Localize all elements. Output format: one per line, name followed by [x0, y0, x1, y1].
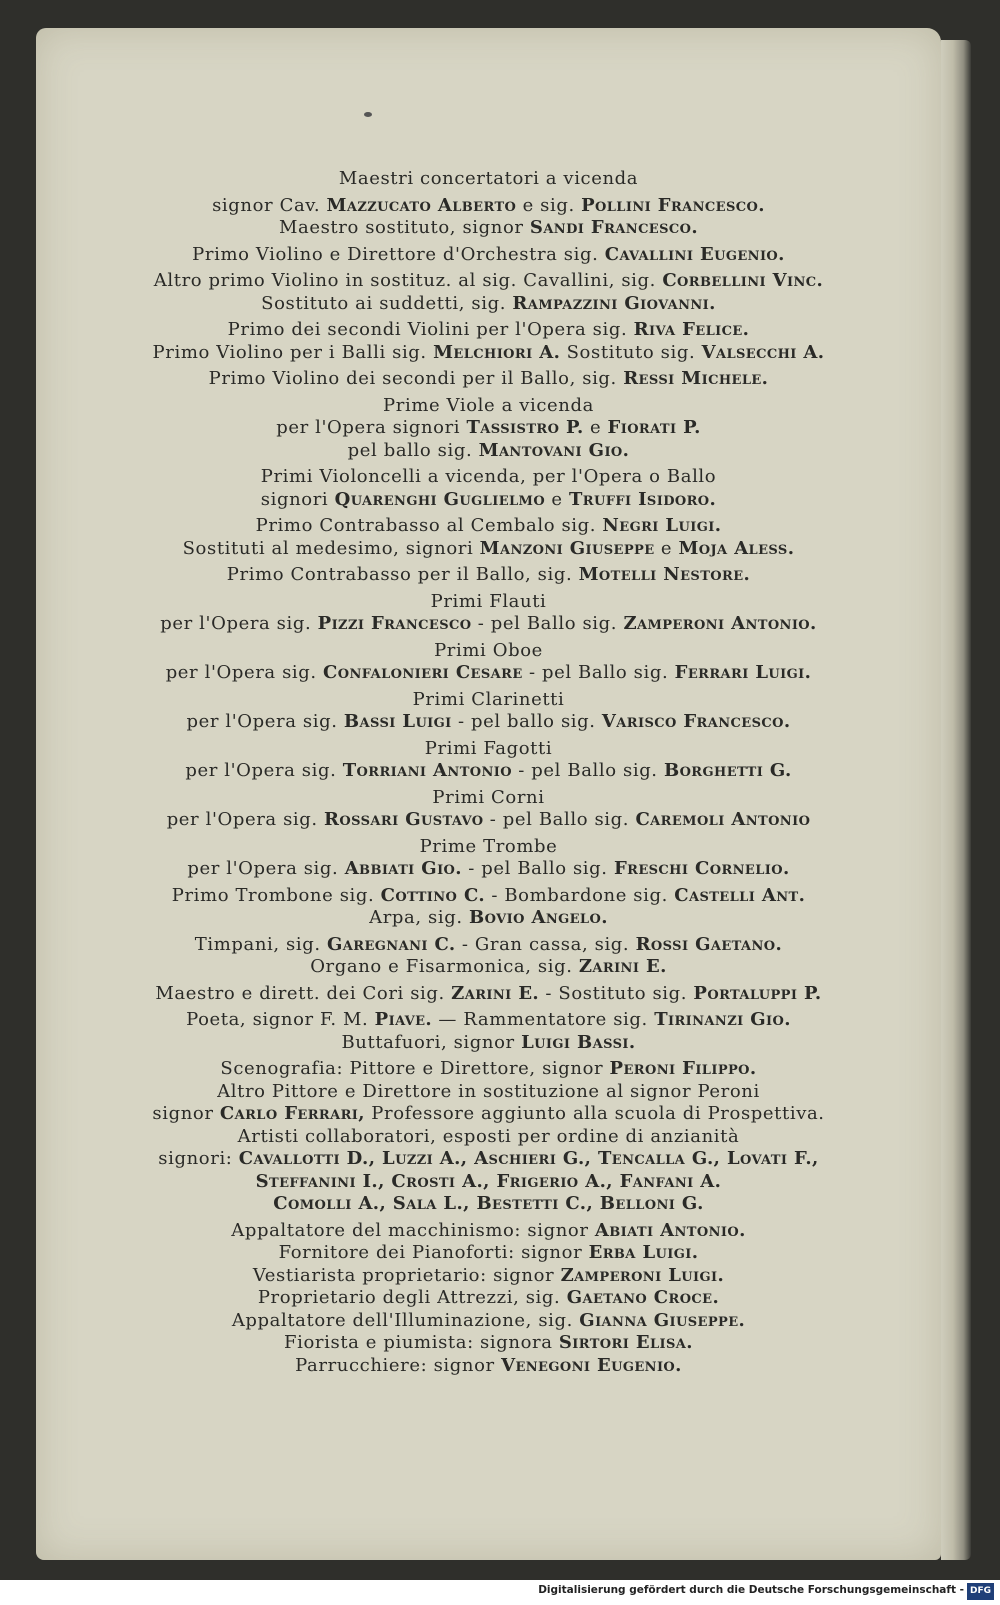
name-text: Zarini E.	[451, 982, 540, 1004]
ink-spot	[364, 112, 372, 117]
name-text: Piave.	[374, 1009, 433, 1030]
name-text: Pizzi Francesco	[317, 613, 472, 634]
name-text: Abbiati Gio.	[344, 858, 462, 879]
text-line	[36, 1193, 941, 1216]
role-text: Primi Violoncelli a vicenda, per l'Opera o Ballo	[260, 466, 717, 487]
role-text: per l'Opera sig.	[187, 858, 345, 879]
role-text: - pel ballo sig.	[451, 711, 602, 732]
footer-text: Digitalisierung gefördert durch die Deutsche Forschungsgemeinschaft -	[538, 1584, 964, 1596]
name-text: Tassistro P.	[466, 417, 584, 438]
name-text: Garegnani C.	[327, 933, 456, 955]
name-text: Manzoni Giuseppe	[479, 537, 655, 559]
text-line	[36, 244, 941, 267]
name-text: Moja Aless.	[678, 537, 795, 559]
role-text: Professore aggiunto alla scuola di Prospettiva.	[364, 1103, 825, 1124]
name-text: Caremoli Antonio	[635, 809, 811, 830]
name-text: Steffanini I., Crosti A., Frigerio A., Fanfani A.	[255, 1170, 722, 1192]
role-text: Prime Viole a vicenda	[383, 394, 594, 416]
name-text: Zamperoni Luigi.	[560, 1264, 725, 1286]
role-text: Primi Oboe	[434, 639, 543, 661]
role-text: Vestiarista proprietario: signor	[252, 1264, 561, 1286]
name-text: Venegoni Eugenio.	[501, 1354, 682, 1376]
name-text: Mantovani Gio.	[478, 439, 630, 461]
role-text: Primo Violino e Direttore d'Orchestra sig.	[192, 243, 605, 265]
role-text: e sig.	[516, 194, 582, 216]
text-line	[36, 907, 941, 930]
text-line	[36, 270, 941, 293]
name-text: Gianna Giuseppe.	[579, 1309, 746, 1331]
page-text	[36, 168, 941, 1377]
text-line	[36, 368, 941, 391]
text-line	[36, 1103, 941, 1126]
role-text: Maestro sostituto, signor	[278, 217, 530, 238]
role-text: Primi Clarinetti	[412, 688, 565, 710]
text-line	[36, 440, 941, 463]
text-line	[36, 1220, 941, 1243]
text-line	[36, 956, 941, 979]
footer-bar	[0, 1580, 1000, 1605]
name-text: Freschi Cornelio.	[613, 858, 790, 879]
role-text: Maestri concertatori a vicenda	[338, 168, 639, 189]
text-line	[36, 564, 941, 587]
text-line	[36, 1242, 941, 1265]
name-text: Motelli Nestore.	[578, 564, 751, 585]
text-line	[36, 836, 941, 859]
text-line	[36, 342, 941, 365]
text-line	[36, 613, 941, 636]
text-line	[36, 217, 941, 240]
name-text: Bovio Angelo.	[469, 907, 608, 928]
text-line	[36, 1009, 941, 1032]
text-line	[36, 858, 941, 881]
text-line	[36, 417, 941, 440]
role-text: Primo Violino dei secondi per il Ballo, sig.	[208, 368, 624, 389]
text-line	[36, 689, 941, 712]
role-text: per l'Opera sig.	[165, 662, 324, 683]
text-line	[36, 1287, 941, 1310]
name-text: Rossi Gaetano.	[635, 933, 783, 955]
text-line	[36, 809, 941, 832]
name-text: Comolli A., Sala L., Bestetti C., Belloni G.	[273, 1193, 704, 1214]
name-text: Castelli Ant.	[674, 884, 806, 906]
name-text: Rossari Gustavo	[324, 809, 484, 830]
role-text: Sostituto sig.	[560, 341, 702, 363]
role-text: Parrucchiere: signor	[295, 1354, 502, 1376]
text-line	[36, 662, 941, 685]
role-text: Fornitore dei Pianoforti: signor	[278, 1242, 589, 1263]
name-text: Melchiori A.	[433, 341, 561, 363]
role-text: - Sostituto sig.	[539, 982, 694, 1004]
name-text: Sandi Francesco.	[529, 217, 699, 238]
role-text: Sostituto ai suddetti, sig.	[261, 292, 513, 314]
text-line	[36, 1171, 941, 1194]
text-line	[36, 515, 941, 538]
text-line	[36, 1148, 941, 1171]
text-line	[36, 885, 941, 908]
role-text: Timpani, sig.	[194, 933, 328, 955]
role-text: Sostituti al medesimo, signori	[182, 537, 480, 559]
role-text: e	[545, 488, 569, 510]
role-text: - Bombardone sig.	[485, 884, 675, 906]
text-line	[36, 640, 941, 663]
name-text: Zamperoni Antonio.	[623, 613, 817, 634]
role-text: per l'Opera signori	[276, 417, 467, 438]
text-line	[36, 1355, 941, 1378]
role-text: Arpa, sig.	[369, 907, 469, 928]
text-line	[36, 168, 941, 191]
role-text: - pel Ballo sig.	[483, 809, 636, 830]
text-line	[36, 1058, 941, 1081]
role-text: Primi Fagotti	[424, 737, 553, 759]
name-text: Borghetti G.	[663, 760, 792, 781]
page-edge	[941, 40, 971, 1560]
role-text: per l'Opera sig.	[160, 613, 318, 634]
role-text: - pel Ballo sig.	[522, 662, 675, 683]
text-line	[36, 711, 941, 734]
text-line	[36, 1332, 941, 1355]
role-text: Primo dei secondi Violini per l'Opera sig.	[227, 319, 634, 340]
name-text: Cottino C.	[380, 884, 486, 906]
role-text: Poeta, signor F. M.	[186, 1009, 375, 1030]
text-line	[36, 787, 941, 810]
name-text: Tirinanzi Gio.	[654, 1009, 791, 1030]
name-text: Truffi Isidoro.	[568, 488, 717, 510]
role-text: Prime Trombe	[419, 835, 558, 857]
name-text: Varisco Francesco.	[601, 711, 791, 732]
name-text: Ressi Michele.	[623, 368, 769, 389]
role-text: Primi Flauti	[430, 590, 547, 612]
role-text: per l'Opera sig.	[166, 809, 325, 830]
text-line	[36, 489, 941, 512]
text-line	[36, 1032, 941, 1055]
name-text: Abiati Antonio.	[594, 1219, 746, 1241]
role-text: Maestro e dirett. dei Cori sig.	[155, 982, 452, 1004]
role-text: Primo Violino per i Balli sig.	[152, 341, 434, 363]
name-text: Carlo Ferrari,	[219, 1103, 365, 1124]
role-text: Artisti collaboratori, esposti per ordine di anzianità	[237, 1125, 740, 1147]
name-text: Mazzucato Alberto	[326, 194, 517, 216]
role-text: Altro primo Violino in sostituz. al sig. Cavallini, sig.	[153, 270, 663, 291]
role-text: Appaltatore del macchinismo: signor	[231, 1219, 595, 1241]
name-text: Rampazzini Giovanni.	[512, 292, 716, 314]
name-text: Zarini E.	[578, 956, 667, 977]
role-text: signori	[260, 488, 335, 510]
text-line	[36, 983, 941, 1006]
role-text: - pel Ballo sig.	[461, 858, 614, 879]
text-line	[36, 319, 941, 342]
name-text: Ferrari Luigi.	[674, 662, 812, 683]
text-line	[36, 1126, 941, 1149]
name-text: Sirtori Elisa.	[558, 1332, 693, 1353]
name-text: Confalonieri Cesare	[323, 662, 523, 683]
role-text: per l'Opera sig.	[186, 711, 344, 732]
name-text: Riva Felice.	[633, 319, 750, 340]
role-text: per l'Opera sig.	[185, 760, 343, 781]
name-text: Luigi Bassi.	[521, 1031, 636, 1053]
name-text: Quarenghi Guglielmo	[334, 488, 546, 510]
role-text: e	[654, 537, 679, 559]
role-text: - Gran cassa, sig.	[455, 933, 636, 955]
name-text: Torriani Antonio	[342, 760, 512, 781]
role-text: signor	[152, 1103, 220, 1124]
role-text: e	[583, 417, 608, 438]
role-text: - pel Ballo sig.	[511, 760, 664, 781]
name-text: Corbellini Vinc.	[662, 270, 824, 291]
role-text: pel ballo sig.	[347, 439, 479, 461]
role-text: Primo Contrabasso al Cembalo sig.	[255, 515, 603, 536]
role-text: Primo Contrabasso per il Ballo, sig.	[226, 564, 579, 585]
text-line	[36, 1081, 941, 1104]
text-line	[36, 760, 941, 783]
role-text: Altro Pittore e Direttore in sostituzione al signor Peroni	[217, 1080, 760, 1102]
name-text: Fiorati P.	[607, 417, 701, 438]
role-text: Buttafuori, signor	[341, 1031, 522, 1053]
role-text: — Rammentatore sig.	[432, 1009, 655, 1030]
text-line	[36, 466, 941, 489]
role-text: Organo e Fisarmonica, sig.	[310, 956, 579, 977]
text-line	[36, 293, 941, 316]
text-line	[36, 591, 941, 614]
role-text: - pel Ballo sig.	[471, 613, 624, 634]
text-line	[36, 395, 941, 418]
name-text: Peroni Filippo.	[609, 1058, 757, 1079]
text-line	[36, 538, 941, 561]
role-text: Proprietario degli Attrezzi, sig.	[257, 1287, 567, 1308]
text-line	[36, 934, 941, 957]
role-text: Primi Corni	[432, 786, 545, 808]
name-text: Gaetano Croce.	[566, 1287, 720, 1308]
text-line	[36, 1310, 941, 1333]
name-text: Cavallotti D., Luzzi A., Aschieri G., Tencalla G., Lovati F.,	[238, 1148, 819, 1169]
name-text: Pollini Francesco.	[581, 194, 765, 216]
name-text: Erba Luigi.	[588, 1242, 699, 1263]
name-text: Valsecchi A.	[701, 341, 825, 363]
role-text: Scenografia: Pittore e Direttore, signor	[220, 1058, 610, 1079]
role-text: Fiorista e piumista: signora	[284, 1332, 559, 1353]
role-text: Appaltatore dell'Illuminazione, sig.	[231, 1309, 580, 1331]
name-text: Portaluppi P.	[693, 982, 822, 1004]
role-text: Primo Trombone sig.	[171, 884, 381, 906]
role-text: signor Cav.	[212, 194, 327, 216]
role-text: signori:	[158, 1148, 239, 1169]
text-line	[36, 738, 941, 761]
name-text: Cavallini Eugenio.	[604, 243, 785, 265]
name-text: Negri Luigi.	[602, 515, 722, 536]
name-text: Bassi Luigi	[343, 711, 452, 732]
dfg-logo: DFG	[967, 1583, 994, 1600]
text-line	[36, 195, 941, 218]
text-line	[36, 1265, 941, 1288]
